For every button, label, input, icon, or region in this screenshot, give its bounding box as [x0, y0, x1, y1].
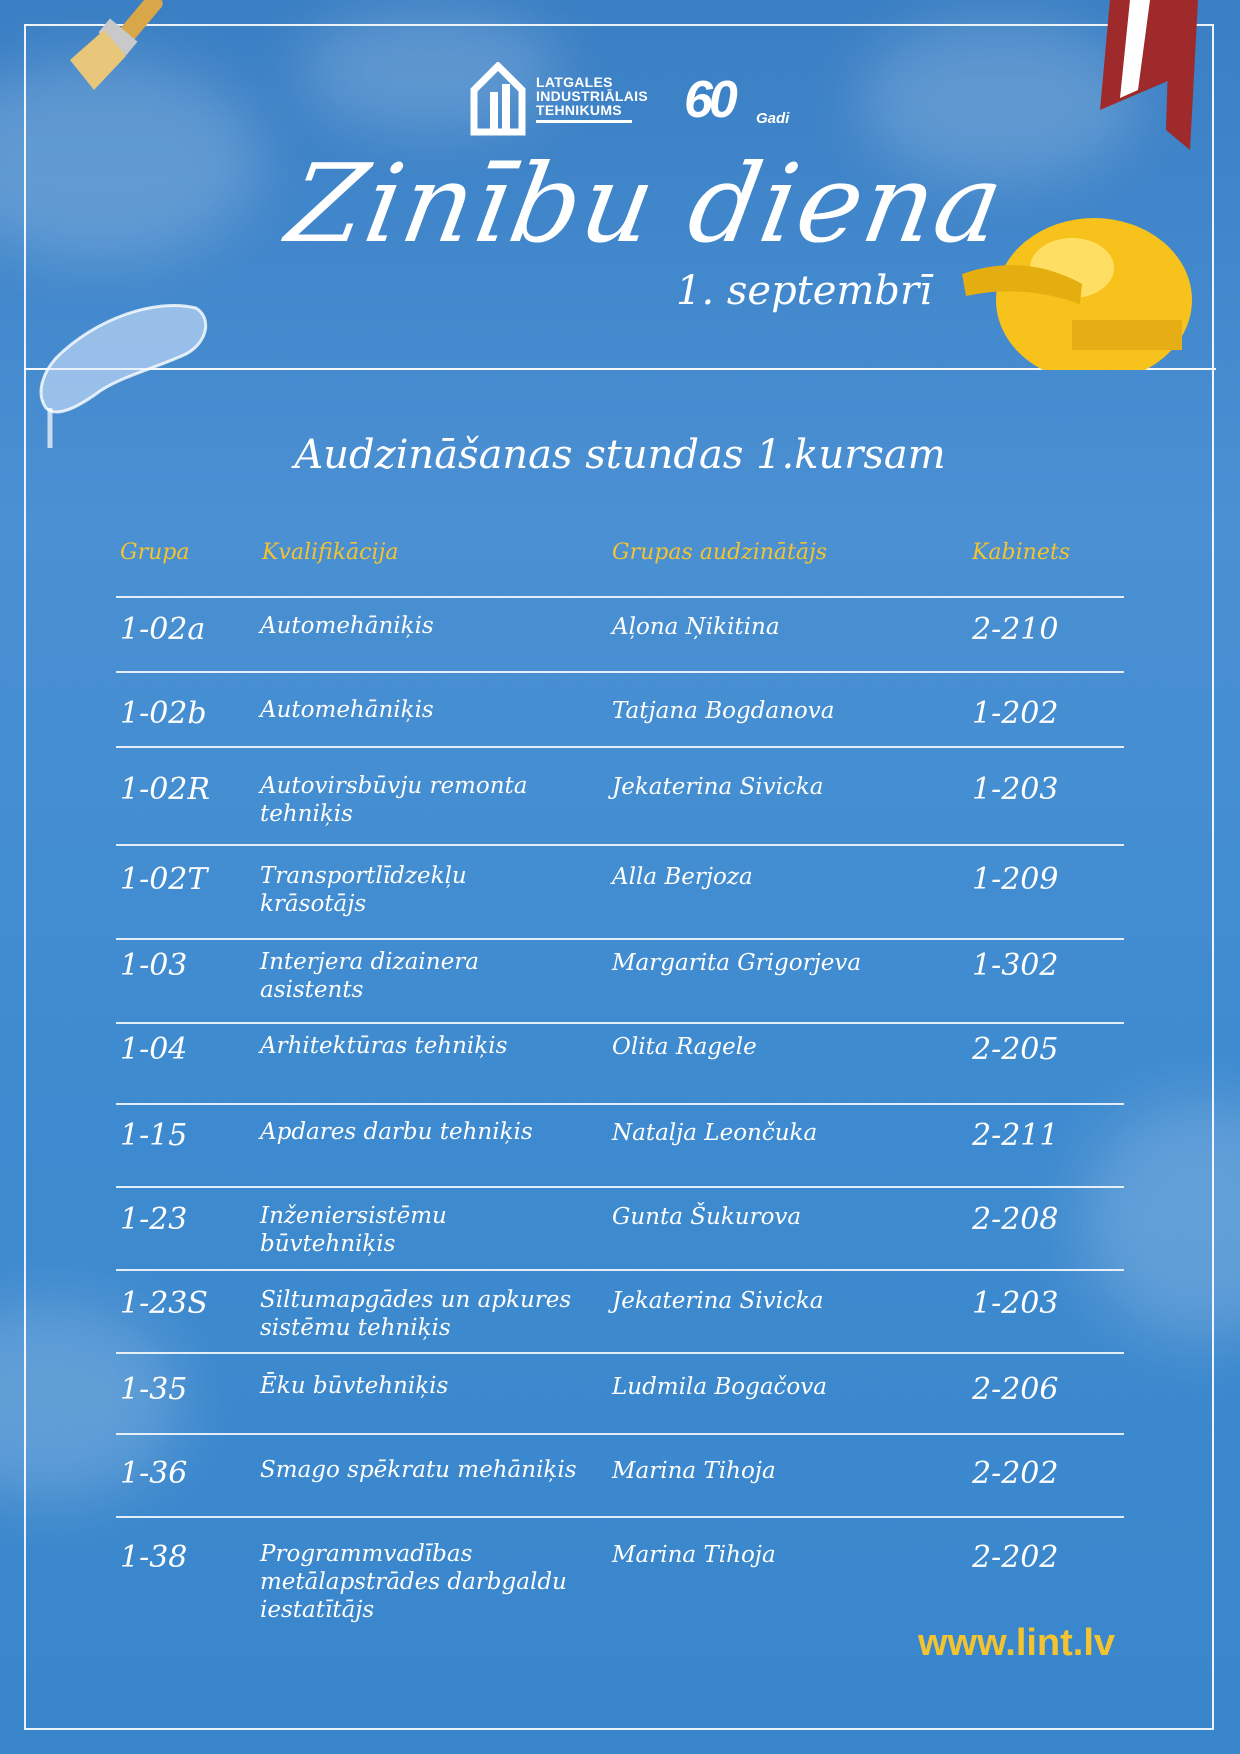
- cell-room: 2-206: [972, 1372, 1059, 1407]
- cell-teacher: Marina Tihoja: [612, 1458, 776, 1484]
- header-group: Grupa: [120, 540, 190, 565]
- cell-group: 1-02T: [120, 862, 208, 897]
- cell-teacher: Olita Ragele: [612, 1034, 757, 1060]
- anniversary-word: Gadi: [756, 110, 790, 127]
- table-divider: [116, 938, 1124, 940]
- cell-qualification: Programmvadības metālapstrādes darbgaldu iestatītājs: [260, 1541, 567, 1623]
- cell-room: 1-302: [972, 948, 1059, 983]
- cell-teacher: Natalja Leončuka: [612, 1120, 818, 1146]
- page-title: Zinību diena: [279, 142, 1014, 267]
- cell-qualification: Automehāniķis: [260, 697, 434, 723]
- cell-teacher: Aļona Ņikitina: [612, 614, 780, 640]
- cell-teacher: Gunta Šukurova: [612, 1204, 802, 1230]
- cell-group: 1-04: [120, 1032, 188, 1067]
- flag-icon: [1070, 0, 1200, 160]
- cell-qualification: Transportlīdzekļu krāsotājs: [260, 863, 467, 917]
- cell-room: 2-208: [972, 1202, 1059, 1237]
- table-divider: [116, 671, 1124, 673]
- school-logo-text: [536, 75, 648, 123]
- cell-room: 2-202: [972, 1456, 1059, 1491]
- logo-line-2: INDUSTRIĀLAIS: [536, 88, 649, 104]
- cell-qualification: Autovirsbūvju remonta tehniķis: [260, 773, 528, 827]
- cell-group: 1-02a: [120, 612, 206, 647]
- cell-qualification: Interjera dizainera asistents: [260, 949, 479, 1003]
- cell-qualification: Siltumapgādes un apkures sistēmu tehniķis: [260, 1287, 572, 1341]
- cell-group: 1-02b: [120, 696, 207, 731]
- table-divider: [116, 1269, 1124, 1271]
- logo-line-1: LATGALES: [536, 74, 613, 90]
- cell-group: 1-36: [120, 1456, 188, 1491]
- cell-room: 1-203: [972, 1286, 1059, 1321]
- table-divider: [116, 1103, 1124, 1105]
- table-divider: [116, 746, 1124, 748]
- cell-room: 2-210: [972, 612, 1059, 647]
- cell-teacher: Marina Tihoja: [612, 1542, 776, 1568]
- cell-room: 1-203: [972, 772, 1059, 807]
- page-date: 1. septembrī: [676, 268, 932, 314]
- cell-group: 1-35: [120, 1372, 188, 1407]
- cell-room: 2-211: [972, 1118, 1059, 1153]
- cell-qualification: Inženiersistēmu būvtehniķis: [260, 1203, 447, 1257]
- cell-room: 1-209: [972, 862, 1059, 897]
- header-room: Kabinets: [972, 540, 1070, 565]
- header-teacher: Grupas audzinātājs: [612, 540, 828, 565]
- table-divider: [116, 1516, 1124, 1518]
- cell-qualification: Ēku būvtehniķis: [260, 1373, 449, 1399]
- cell-group: 1-23S: [120, 1286, 208, 1321]
- cell-group: 1-02R: [120, 772, 210, 807]
- cell-teacher: Ludmila Bogačova: [612, 1374, 827, 1400]
- table-divider: [116, 1022, 1124, 1024]
- cell-teacher: Tatjana Bogdanova: [612, 698, 835, 724]
- cell-group: 1-23: [120, 1202, 188, 1237]
- table-header: [0, 540, 1240, 570]
- table-divider: [116, 844, 1124, 846]
- school-logo: [470, 62, 648, 136]
- table-divider: [116, 1433, 1124, 1435]
- cell-qualification: Smago spēkratu mehāniķis: [260, 1457, 577, 1483]
- table-divider: [116, 596, 1124, 598]
- cell-room: 1-202: [972, 696, 1059, 731]
- table-divider: [116, 1352, 1124, 1354]
- cell-teacher: Jekaterina Sivicka: [612, 1288, 824, 1314]
- school-logo-icon: [470, 62, 526, 136]
- cell-group: 1-03: [120, 948, 188, 983]
- cell-qualification: Apdares darbu tehniķis: [260, 1119, 533, 1145]
- cell-qualification: Arhitektūras tehniķis: [260, 1033, 508, 1059]
- cell-teacher: Margarita Grigorjeva: [612, 950, 862, 976]
- paintbrush-icon: [60, 0, 190, 100]
- website-link[interactable]: www.lint.lv: [918, 1622, 1116, 1664]
- cell-room: 2-202: [972, 1540, 1059, 1575]
- header-qualification: Kvalifikācija: [262, 540, 399, 565]
- logo-line-3: TEHNIKUMS: [536, 102, 622, 118]
- cell-group: 1-15: [120, 1118, 188, 1153]
- cell-teacher: Jekaterina Sivicka: [612, 774, 824, 800]
- anniversary-number: 60: [684, 71, 734, 129]
- logo-underline: [536, 120, 632, 123]
- cell-group: 1-38: [120, 1540, 188, 1575]
- cell-room: 2-205: [972, 1032, 1059, 1067]
- cell-teacher: Alla Berjoza: [612, 864, 753, 890]
- table-divider: [116, 1186, 1124, 1188]
- section-subtitle: Audzināšanas stundas 1.kursam: [294, 432, 946, 478]
- cell-qualification: Automehāniķis: [260, 613, 434, 639]
